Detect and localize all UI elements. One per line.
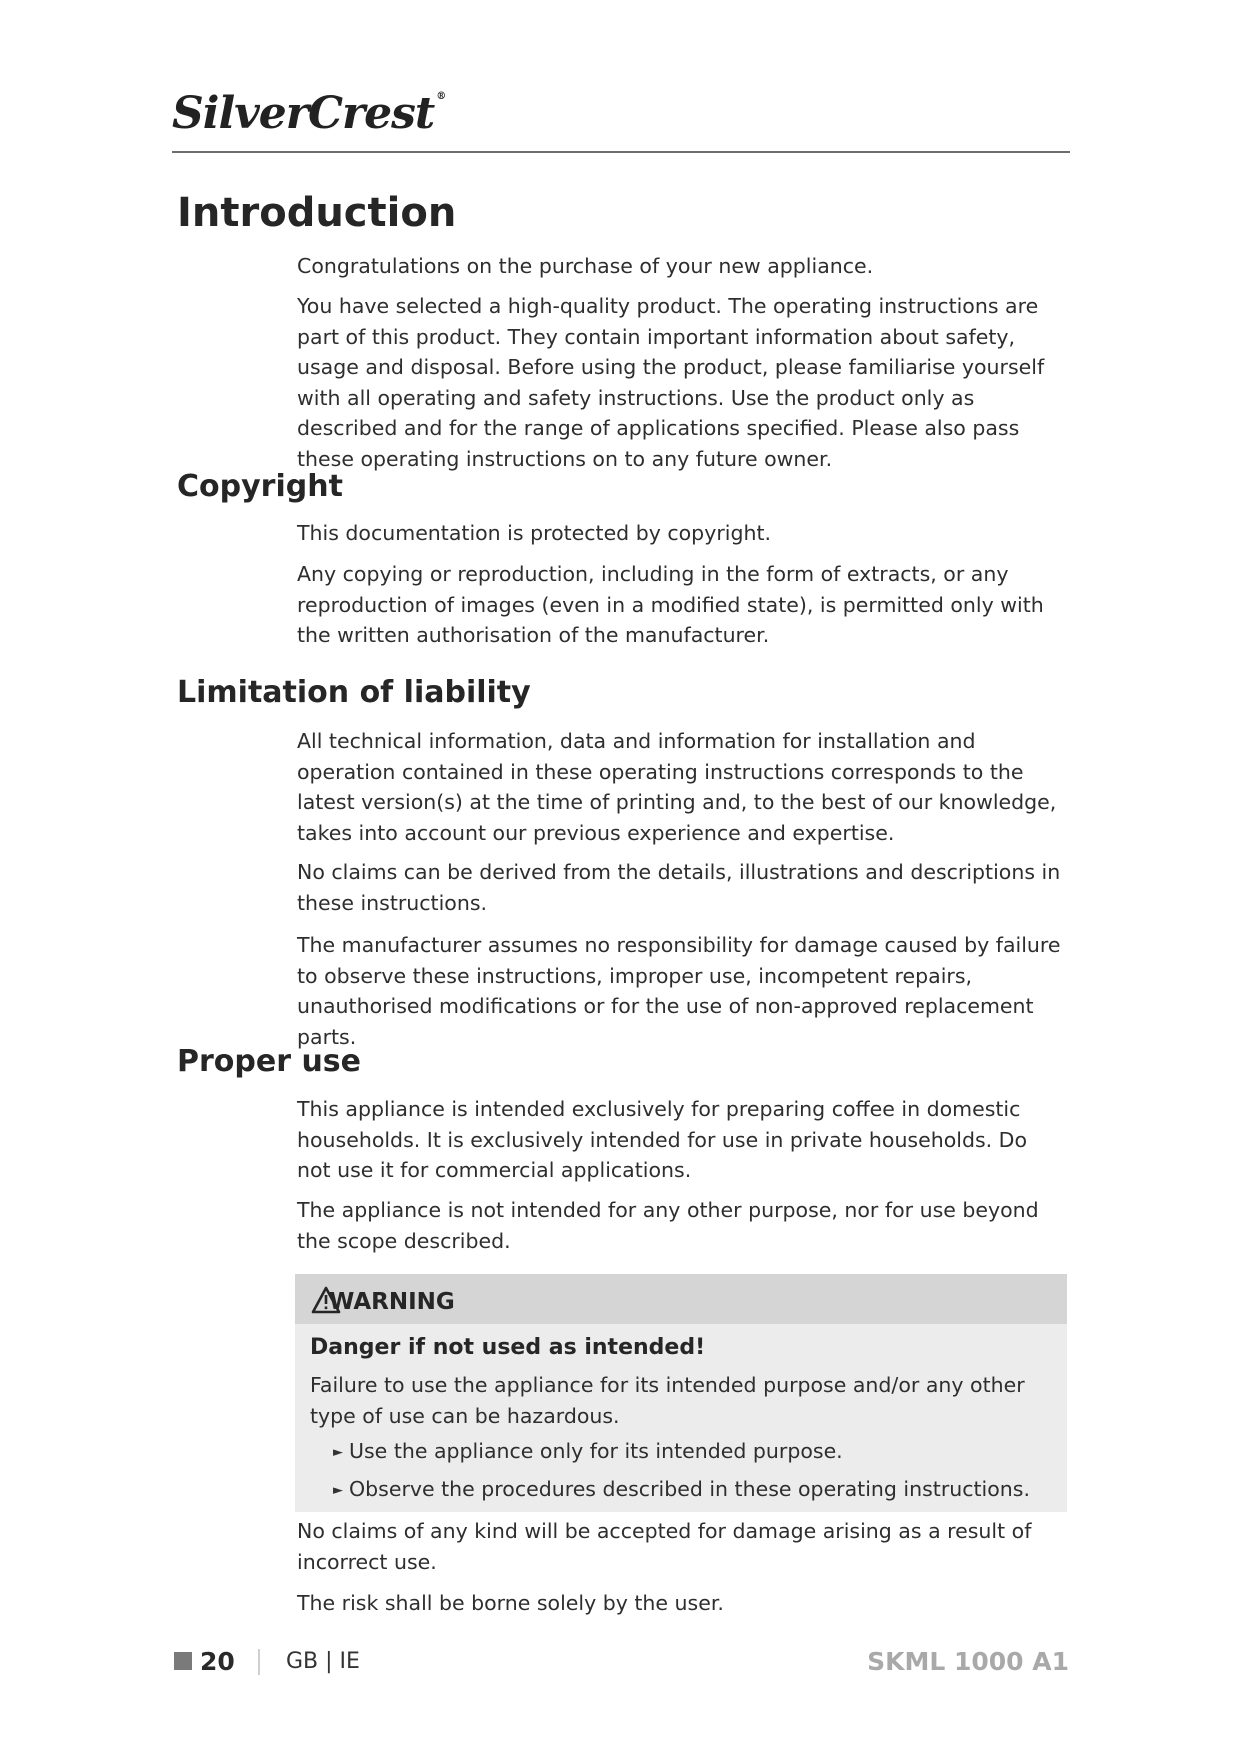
- warning-title: Danger if not used as intended!: [310, 1335, 706, 1360]
- warning-bullet-text: Use the appliance only for its intended purpose.: [349, 1439, 843, 1463]
- warning-text: Failure to use the appliance for its intended purpose and/or any other type of use can be hazardous.: [310, 1373, 1025, 1428]
- footer-model: SKML 1000 A1: [867, 1647, 1069, 1676]
- registered-mark: ®: [436, 91, 446, 102]
- warning-bullet: [333, 1474, 1030, 1506]
- liability-heading: Limitation of liability: [177, 675, 531, 710]
- proper-use-heading: Proper use: [177, 1044, 362, 1079]
- page-number: 20: [200, 1647, 235, 1676]
- brand-logo: [172, 88, 446, 139]
- liability-paragraph-3: The manufacturer assumes no responsibility for damage caused by failure to observe these instructions, improper use, incompetent repairs, unauthorised modifications or for the use of non-approved replacement parts.: [297, 933, 1061, 1049]
- liability-paragraph-2: No claims can be derived from the details, illustrations and descriptions in these instructions.: [297, 860, 1061, 915]
- proper-use-paragraph-4: The risk shall be borne solely by the user.: [297, 1591, 724, 1615]
- warning-bullet: [333, 1436, 843, 1468]
- header-divider: [172, 151, 1070, 153]
- footer-divider: [258, 1649, 260, 1675]
- warning-header: [295, 1274, 1067, 1324]
- proper-use-paragraph-2: The appliance is not intended for any other purpose, nor for use beyond the scope described.: [297, 1198, 1039, 1253]
- warning-box: [295, 1274, 1067, 1512]
- footer-languages: GB | IE: [286, 1649, 360, 1674]
- bullet-arrow-icon: ►: [333, 1445, 343, 1460]
- footer-square-icon: [174, 1652, 192, 1670]
- copyright-heading: Copyright: [177, 469, 343, 504]
- proper-use-paragraph-1: This appliance is intended exclusively for preparing coffee in domestic households. It is exclusively intended for use in private households. Do not use it for commercial applications.: [297, 1097, 1028, 1182]
- copyright-paragraph-1: This documentation is protected by copyright.: [297, 521, 772, 545]
- liability-paragraph-1: All technical information, data and information for installation and operation contained in these operating instructions corresponds to the latest version(s) at the time of printing and, to the best of our knowledge, takes into account our previous experience and expertise.: [297, 729, 1057, 845]
- introduction-paragraph-1: Congratulations on the purchase of your new appliance.: [297, 254, 874, 278]
- warning-bullet-text: Observe the procedures described in these operating instructions.: [349, 1477, 1030, 1501]
- proper-use-paragraph-3: No claims of any kind will be accepted for damage arising as a result of incorrect use.: [297, 1519, 1032, 1574]
- introduction-paragraph-2: You have selected a high-quality product. The operating instructions are part of this product. They contain important information about safety, usage and disposal. Before using the product, please familiarise yourself with all operating and safety instructions. Use the product only as described and for the range of applications specified. Please also pass these operating instructions on to any future owner.: [297, 294, 1045, 471]
- introduction-heading: Introduction: [177, 190, 457, 236]
- brand-name: SilverCrest: [172, 88, 435, 139]
- bullet-arrow-icon: ►: [333, 1483, 343, 1498]
- copyright-paragraph-2: Any copying or reproduction, including in the form of extracts, or any reproduction of images (even in a modified state), is permitted only with the written authorisation of the manufacturer.: [297, 562, 1044, 647]
- warning-label: WARNING: [329, 1289, 455, 1315]
